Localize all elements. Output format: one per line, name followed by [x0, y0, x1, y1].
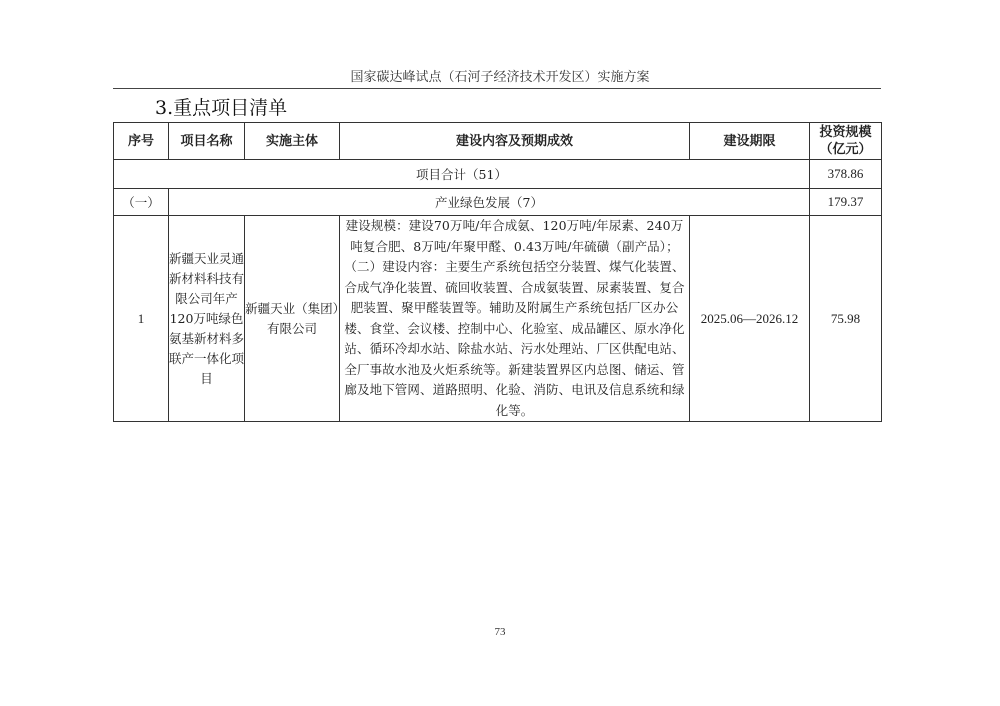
- key-projects-table: [113, 122, 882, 422]
- summary-row: [114, 160, 882, 189]
- header-divider: [113, 88, 881, 89]
- investment-amount: 75.98: [810, 216, 882, 422]
- col-header-no: 序号: [114, 123, 169, 160]
- category-row: [114, 189, 882, 216]
- project-name: 新疆天业灵通新材料科技有限公司年产120万吨绿色氨基新材料多联产一体化项目: [169, 216, 245, 422]
- col-header-period: 建设期限: [690, 123, 810, 160]
- running-header: 国家碳达峰试点（石河子经济技术开发区）实施方案: [350, 70, 650, 85]
- summary-value: 378.86: [810, 160, 882, 189]
- category-label: 产业绿色发展（7）: [169, 189, 810, 216]
- category-index: （一）: [114, 189, 169, 216]
- construction-period: 2025.06—2026.12: [690, 216, 810, 422]
- row-number: 1: [114, 216, 169, 422]
- category-value: 179.37: [810, 189, 882, 216]
- summary-label: 项目合计（51）: [114, 160, 810, 189]
- section-title: 3.重点项目清单: [155, 97, 288, 119]
- col-header-name: 项目名称: [169, 123, 245, 160]
- implementing-entity: 新疆天业（集团）有限公司: [245, 216, 340, 422]
- col-header-content: 建设内容及预期成效: [340, 123, 690, 160]
- table-header-row: [114, 123, 882, 160]
- col-header-entity: 实施主体: [245, 123, 340, 160]
- page-number: 73: [494, 626, 506, 638]
- col-header-investment: 投资规模（亿元）: [810, 123, 882, 160]
- construction-content: 建设规模：建设70万吨/年合成氨、120万吨/年尿素、240万吨复合肥、8万吨/年聚甲醛、0.43万吨/年硫磺（副产品）；（二）建设内容：主要生产系统包括空分装置、煤气化装置、合成气净化装置、硫回收装置、合成氨装置、尿素装置、复合肥装置、聚甲醛装置等。辅助及附属生产系统包括厂区办公楼、食堂、会议楼、控制中心、化验室、成品罐区、原水净化站、循环冷却水站、除盐水站、污水处理站、厂区供配电站、全厂事故水池及火炬系统等。新建装置界区内总图、储运、管廊及地下管网、道路照明、化验、消防、电讯及信息系统和绿化等。: [340, 216, 690, 422]
- table-row: [114, 216, 882, 422]
